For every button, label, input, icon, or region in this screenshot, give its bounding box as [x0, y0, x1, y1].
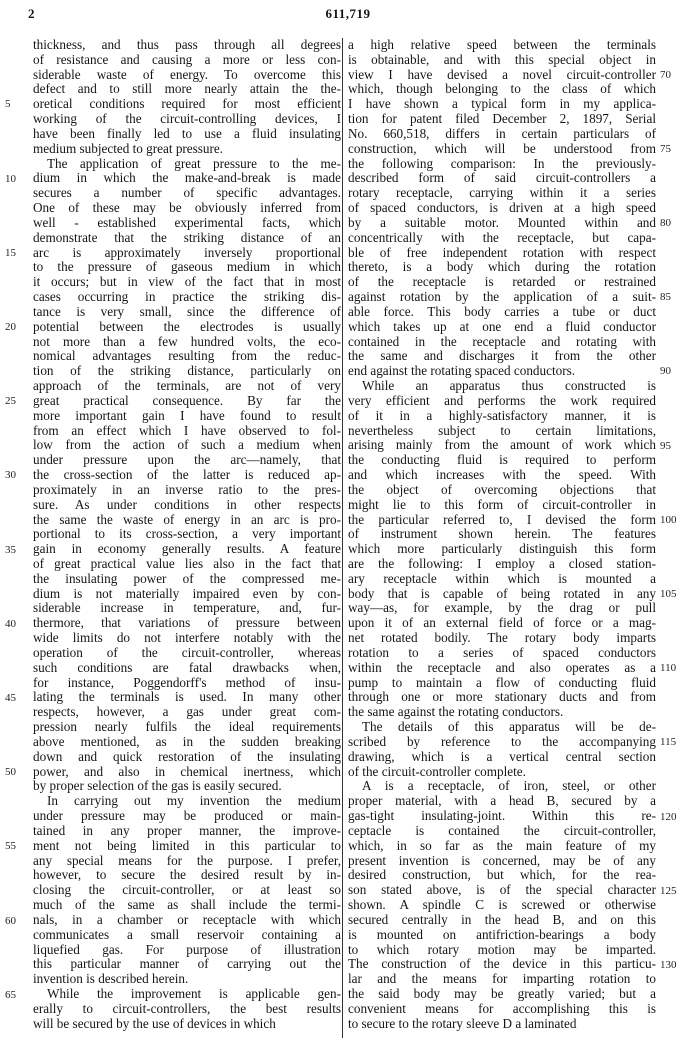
text-line: present invention is concerned, may be of any — [348, 853, 656, 868]
text-line: invention is described herein. — [33, 972, 189, 987]
text-line: rotary receptacle, carrying within it a series — [348, 186, 656, 201]
line-number: 20 — [5, 320, 16, 333]
text-line: siderable waste of energy. To overcome this — [33, 67, 341, 82]
text-line: of instrument shown herein. The features — [348, 527, 656, 542]
text-line: the object of overcoming objections that — [348, 482, 656, 497]
text-line: more important gain I have found to result — [33, 408, 341, 423]
text-line: to secure to the rotary sleeve D a laminated — [348, 1016, 577, 1031]
text-line: able force. This body carries a tube or duct — [348, 304, 656, 319]
text-line: of resistance and causing a more or less con- — [33, 52, 341, 67]
text-line: power, and also in chemical inertness, which — [33, 764, 341, 779]
text-line: approach of the terminals, are not of very — [33, 379, 341, 394]
text-line: of the circuit-controller complete. — [348, 764, 526, 779]
text-line: thereto, is a body which during the rotation — [348, 260, 656, 275]
text-line: great practical consequence. By far the — [33, 393, 341, 408]
line-number: 80 — [660, 217, 671, 230]
text-line: The construction of the device in this particu- — [348, 957, 656, 972]
text-line: view I have devised a novel circuit-controller — [348, 67, 656, 82]
text-line: No. 660,518, differs in certain particulars of — [348, 126, 656, 141]
text-line: scribed by reference to the accompanying — [348, 734, 656, 749]
line-number: 5 — [5, 98, 11, 111]
line-number: 65 — [5, 988, 16, 1001]
text-line: arising mainly from the amount of work which — [348, 438, 656, 453]
text-line: is obtainable, and with this special object in — [348, 52, 656, 67]
text-line: liquefied gas. For purpose of illustration — [33, 942, 341, 957]
text-line: the conducting fluid is required to perform — [348, 453, 656, 468]
text-line: upon it of an external field of force or a mag- — [348, 616, 656, 631]
line-number: 120 — [660, 810, 677, 823]
text-line: pression nearly fulfils the ideal requirements — [33, 720, 341, 735]
text-line: medium subjected to great pressure. — [33, 141, 224, 156]
column-divider — [342, 38, 343, 1038]
text-line: down and quick restoration of the insulating — [33, 749, 341, 764]
text-line: the same against the rotating conductors. — [348, 705, 564, 720]
text-line: secured centrally in the head B, and on this — [348, 912, 656, 927]
text-line: proximately in an inverse ratio to the pres- — [33, 482, 341, 497]
text-line: the cross-section of the latter is reduced ap- — [33, 468, 341, 483]
left-text-column — [33, 38, 341, 1031]
page-header — [0, 4, 696, 24]
text-line: operation of the circuit-controller, whereas — [33, 645, 341, 660]
text-line: tion of the striking distance, particularly on — [33, 364, 341, 379]
text-line: rotation to a series of spaced conductors — [348, 645, 656, 660]
text-line: wide limits do not interfere notably with the — [33, 631, 341, 646]
line-number: 45 — [5, 691, 16, 704]
text-line: tion for patent filed December 2, 1897, Serial — [348, 112, 656, 127]
line-number: 125 — [660, 884, 677, 897]
text-line: such conditions are fatal drawbacks when, — [33, 660, 341, 675]
text-line: to the pressure of gaseous medium in which — [33, 260, 341, 275]
text-line: to which rotary motion may be imparted. — [348, 942, 656, 957]
line-number: 115 — [660, 736, 677, 749]
text-line: erally to circuit-controllers, the best results — [33, 1001, 341, 1016]
text-line: have been finally led to use a fluid insulating — [33, 126, 341, 141]
line-number: 30 — [5, 469, 16, 482]
text-line: ble of free independent rotation with respect — [348, 245, 656, 260]
text-line: convenient means for accomplishing this is — [348, 1001, 656, 1016]
line-number: 75 — [660, 142, 671, 155]
text-line: respects, however, a gas under great com- — [33, 705, 341, 720]
text-line: of it in a highly-satisfactory manner, it is — [348, 408, 656, 423]
text-line: any special means for the purpose. I prefer, — [33, 853, 341, 868]
text-line: tance is very small, since the difference of — [33, 304, 341, 319]
text-line: pump to maintain a flow of conducting fluid — [348, 675, 656, 690]
text-line: however, to secure the desired result by in- — [33, 868, 341, 883]
text-line: drawing, which is a vertical central section — [348, 749, 656, 764]
text-line: will be secured by the use of devices in which — [33, 1016, 276, 1031]
text-line: lar and the means for imparting rotation to — [348, 972, 656, 987]
text-line: under pressure upon the arc—namely, that — [33, 453, 341, 468]
page-number: 2 — [28, 6, 35, 21]
line-number: 110 — [660, 662, 677, 675]
text-line: arc is approximately inversely proportional — [33, 245, 341, 260]
text-line: a high relative speed between the terminals — [348, 38, 656, 52]
text-line: the same the waste of energy in an arc is pro- — [33, 512, 341, 527]
text-line: low from the action of such a medium when — [33, 438, 341, 453]
text-line: working of the circuit-controlling devices, I — [33, 112, 341, 127]
text-line: the following comparison: In the previously- — [348, 156, 656, 171]
text-line: communicates a small reservoir containing a — [33, 927, 341, 942]
text-line: under pressure may be produced or main- — [33, 809, 341, 824]
line-number: 95 — [660, 439, 671, 452]
line-number: 105 — [660, 588, 677, 601]
text-line: not more than a few hundred volts, the eco- — [33, 334, 341, 349]
text-line: construction, which will be understood from — [348, 141, 656, 156]
line-number: 90 — [660, 365, 671, 378]
text-line: siderable increase in temperature, and, fur- — [33, 601, 341, 616]
text-line: While an apparatus thus constructed is — [362, 379, 656, 394]
text-line: of spaced conductors, is driven at a high speed — [348, 201, 656, 216]
text-line: against rotation by the application of a suit- — [348, 290, 656, 305]
text-line: might lie to this form of circuit-controller in — [348, 497, 656, 512]
text-line: potential between the electrodes is usually — [33, 319, 341, 334]
text-line: from an effect which I have observed to fol- — [33, 423, 341, 438]
line-number: 60 — [5, 914, 16, 927]
text-line: In carrying out my invention the medium — [47, 794, 341, 809]
line-number: 10 — [5, 172, 16, 185]
text-line: the same and discharges it from the other — [348, 349, 656, 364]
text-line: ary receptacle within which is mounted a — [348, 571, 656, 586]
text-line: tained in any proper manner, the improve- — [33, 823, 341, 838]
text-line: is mounted on antifriction-bearings a body — [348, 927, 656, 942]
text-line: The details of this apparatus will be de- — [362, 720, 656, 735]
text-line: for instance, Poggendorff's method of insu- — [33, 675, 341, 690]
line-number: 50 — [5, 766, 16, 779]
text-line: end against the rotating spaced conductors. — [348, 364, 576, 379]
text-line: One of these may be obviously inferred from — [33, 201, 341, 216]
text-line: body that is capable of being rotated in any — [348, 586, 656, 601]
line-number: 40 — [5, 617, 16, 630]
text-line: gas-tight insulating-joint. Within this re- — [348, 809, 656, 824]
text-line: dium in which the make-and-break is made — [33, 171, 341, 186]
text-line: way—as, for example, by the drag or pull — [348, 601, 656, 616]
text-line: which takes up at one end a fluid conductor — [348, 319, 656, 334]
text-line: A is a receptacle, of iron, steel, or other — [362, 779, 656, 794]
line-number: 85 — [660, 291, 671, 304]
text-line: very efficient and performs the work required — [348, 393, 656, 408]
text-line: through one or more stationary ducts and from — [348, 690, 656, 705]
text-line: thickness, and thus pass through all degrees — [33, 38, 341, 52]
patent-number: 611,719 — [325, 6, 371, 21]
text-line: of the receptacle is retarded or restrained — [348, 275, 656, 290]
text-line: net rotated bodily. The rotary body imparts — [348, 631, 656, 646]
line-number: 130 — [660, 959, 677, 972]
text-line: secures a number of specific advantages. — [33, 186, 341, 201]
text-line: gain in economy generally results. A feature — [33, 542, 341, 557]
text-line: I have shown a typical form in my applica- — [348, 97, 656, 112]
text-line: the said body may be greatly varied; but a — [348, 987, 656, 1001]
text-line: desired construction, but which, for the rea- — [348, 868, 656, 883]
text-line: son stated above, is of the special character — [348, 883, 656, 898]
line-number: 55 — [5, 840, 16, 853]
text-line: by proper selection of the gas is easily secured. — [33, 779, 282, 794]
text-line: which, in so far as the main feature of my — [348, 838, 656, 853]
text-line: the insulating power of the compressed me- — [33, 571, 341, 586]
text-line: The application of great pressure to the me- — [47, 156, 341, 171]
text-line: much of the same as shall include the termi- — [33, 898, 341, 913]
text-line: nals, in a chamber or receptacle with which — [33, 912, 341, 927]
text-line: by a suitable motor. Mounted within and — [348, 215, 656, 230]
line-number: 70 — [660, 68, 671, 81]
text-line: nomical advantages resulting from the reduc- — [33, 349, 341, 364]
text-line: within the receptacle and also operates as a — [348, 660, 656, 675]
text-line: oretical conditions required for most efficient — [33, 97, 341, 112]
text-line: defect and to still more nearly attain the the- — [33, 82, 341, 97]
text-line: demonstrate that the striking distance of an — [33, 230, 341, 245]
line-number: 25 — [5, 395, 16, 408]
text-line: shown. A spindle C is screwed or otherwise — [348, 898, 656, 913]
text-line: described form of said circuit-controllers a — [348, 171, 656, 186]
text-line: lating the terminals is used. In many other — [33, 690, 341, 705]
text-line: dium is not materially impaired even by con- — [33, 586, 341, 601]
text-line: well - established experimental facts, which — [33, 215, 341, 230]
text-line: nevertheless subject to certain limitations, — [348, 423, 656, 438]
text-line: of great practical value lies also in the fact that — [33, 556, 341, 571]
line-number: 35 — [5, 543, 16, 556]
text-line: above mentioned, as in the sudden breaking — [33, 734, 341, 749]
text-line: this particular manner of carrying out the — [33, 957, 341, 972]
text-line: While the improvement is applicable gen- — [47, 987, 341, 1001]
text-line: thermore, that variations of pressure between — [33, 616, 341, 631]
text-line: which more particularly distinguish this form — [348, 542, 656, 557]
text-line: portional to its cross-section, a very important — [33, 527, 341, 542]
text-line: contained in the receptacle and rotating with — [348, 334, 656, 349]
text-line: cases occurring in practice the striking dis- — [33, 290, 341, 305]
text-line: proper material, with a head B, secured by a — [348, 794, 656, 809]
text-line: it occurs; but in view of the fact that in most — [33, 275, 341, 290]
text-line: ceptacle is contained the circuit-controller, — [348, 823, 656, 838]
text-line: ment not being limited in this particular to — [33, 838, 341, 853]
text-line: concentrically with the receptacle, but capa- — [348, 230, 656, 245]
text-line: closing the circuit-controller, or at least so — [33, 883, 341, 898]
text-line: and which increases with the speed. With — [348, 468, 656, 483]
text-line: are the following: I employ a closed station- — [348, 556, 656, 571]
line-number: 15 — [5, 246, 16, 259]
text-line: sure. As under conditions in other respects — [33, 497, 341, 512]
text-line: the particular referred to, I devised the form — [348, 512, 656, 527]
line-number: 100 — [660, 513, 677, 526]
right-text-column — [348, 38, 656, 1031]
text-line: which, though belonging to the class of which — [348, 82, 656, 97]
